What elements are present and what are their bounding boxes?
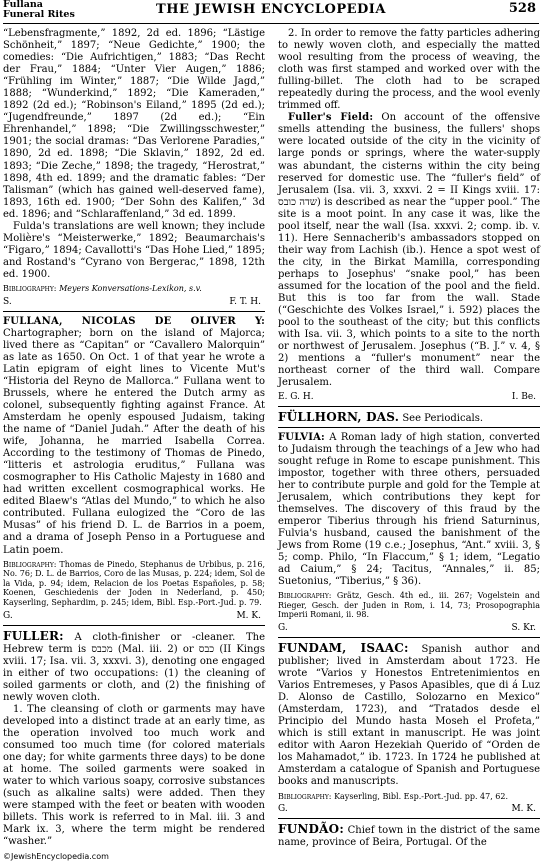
left-column [3, 28, 265, 848]
entry-divider [278, 406, 540, 407]
page-number: 528 [508, 1, 536, 16]
bibliography [278, 591, 540, 620]
signature-author: M. K. [511, 804, 536, 815]
fullers-field-paragraph [278, 112, 540, 389]
running-head-last: Funeral Rites [3, 9, 75, 20]
fuller-cleansing-paragraph: 1. The cleansing of cloth or garments may have developed into a distinct trade at an early time, as the operation involved too much work and consumed too much time (for colored materials one day; for white garments three days) to be done at home. The soiled garments were soaked in water to which various soapy, corrosive substances (such as alkaline salts) were added. Then they were stamped with the feet or beaten with wooden billets. This work is referred to in Mal. iii. 3 and Mark ix. 3, where the term might be rendered “washer.” [3, 703, 265, 848]
entry-fundao [278, 823, 540, 849]
bibliography-text: Grätz, Gesch. 4th ed., iii. 267; Vogelstein and Rieger, Gesch. der Juden in Rom, i. 14, 73; Prosopographia Imperii Romani, ii. 98. [278, 591, 541, 620]
signature-author: M. K. [236, 610, 261, 621]
entry-text: Spanish author and publisher; lived in Amsterdam about 1723. He wrote “Varios y Honestos Entretenimientos en Varios Entremeses, y Pasos Apasibles, que di á Luz D. Alonso de Castillo, Solozarno en Mexico” (Amsterdam, 1723), and “Tratados desde el Principio del Mundo hasta Moseh el Profeta,” which is still extant in manuscript. He was joint editor with Aaron Hezekiah Querido of “Orden de los Mahamadot,” ib. 1723. In 1724 he published at Amsterdam a catalogue of Spanish and Portuguese books and manuscripts. [278, 643, 540, 788]
bibliography-label: Bibliography: [278, 791, 332, 801]
entry-title: FULVIA: [278, 431, 325, 443]
subsection-title: Fuller's Field: [288, 112, 374, 124]
entry-divider [278, 637, 540, 638]
entry-title: FÜLLHORN, DAS. [278, 410, 400, 425]
header-rule [3, 23, 539, 24]
entry-divider [3, 311, 265, 312]
fuller-finishing-paragraph: 2. In order to remove the fatty particles adhering to newly woven cloth, and especially the matted wool resulting from the process of weaving, the cloth was first stamped and worked over with the fulling-billet. The cloth had to be scraped repeatedly during the process, and the wool evenly trimmed off. [278, 28, 540, 112]
signature-initial: S. [3, 296, 12, 307]
entry-fundam [278, 642, 540, 789]
fulda-works-paragraph: “Lebensfragmente,” 1892, 2d ed. 1896; “Lästige Schönheit,” 1897; “Neue Gedichte,” 1900; the comedies: “Die Aufrichtigen,” 1883; “Das Recht der Frau,” 1884; “Unter Vier Augen,” 1886; “Frühling im Winter,” 1887; “Die Wilde Jagd,” 1888; “Wunderkind,” 1892; “Die Kameraden,” 1892 (2d ed.); “Robinson's Eiland,” 1895 (2d ed.); “Jugendfreunde,” 1897 (2d ed.); “Ein Ehrenhandel,” 1898; “Die Zwillingsschwester,” 1901; the social dramas: “Das Verlorene Paradies,” 1890, 2d ed. 1898; “Die Sklavin,” 1892, 2d ed. 1893; “Die Zeche,” 1898; the tragedy, “Herostrat,” 1898, 4th ed. 1899; and the dramatic fables: “Der Talisman” (which has gained well-deserved fame), 1893, 16th ed. 1900; “Der Sohn des Kalifen,” 3d ed. 1896; and “Schlaraffenland,” 3d ed. 1899. [3, 28, 265, 220]
signature-author: S. Kr. [511, 622, 536, 633]
entry-fulvia [278, 432, 540, 589]
bibliography-text: Thomas de Pinedo, Stephanus de Urbibus, p. 216, No. 76; D. L. de Barrios, Coro de las Musas, p. 224; idem, Sol de la Vida, p. 94; idem, Relacion de los Poetas Españoles, p. 58; Koenen, Geschiedenis der Joden in Nederland, p. 450; Kayserling, Sephardim, p. 245; idem, Bibl. Esp.-Port.-Jud. p. 79. [3, 559, 266, 607]
bibliography [3, 284, 265, 294]
author-signature [3, 296, 265, 308]
entry-divider [3, 625, 265, 626]
entry-text: A cloth-finisher or -cleaner. The Hebrew term is מכבס (Mal. iii. 2) or כבס (II Kings xviii. 17; Isa. vii. 3, xxxvi. 3), denoting one engaged in either of two occupations: (1) the cleaning of soiled garments or cloth, and (2) the finishing of newly woven cloth. [3, 631, 266, 703]
entry-text: A Roman lady of high station, converted to Judaism through the teachings of a Jew who had sought refuge in Rome to escape punishment. This impostor, together with three others, persuaded her to contribute purple and gold for the Temple at Jerusalem, which contributions they kept for themselves. The discovery of this fraud by the emperor Tiberius through his friend Saturninus, Fulvia's husband, caused the banishment of the Jews from Rome (19 c.e.; Josephus, “Ant.” xviii. 3, § 5; comp. Philo, “In Flaccum,” § 1; idem, “Legatio ad Caium,” § 24; Tacitus, “Annales,” ii. 85; Suetonius, “Tiberius,” § 36). [278, 431, 540, 588]
fulda-translations-paragraph: Fulda's translations are well known; they include Molière's “Meisterwerke,” 1892; Beaumarchais's “Figaro,” 1894; Cavallotti's “Das Hohe Lied,” 1895; and Rostand's “Cyrano von Bergerac,” 1898, 12th ed. 1900. [3, 220, 265, 280]
entry-title: FUNDAM, ISAAC: [278, 640, 409, 655]
signature-initial: E. G. H. [278, 392, 314, 403]
bibliography-text: Kayserling, Bibl. Esp.-Port.-Jud. pp. 47, 62. [334, 791, 509, 801]
publication-title: THE JEWISH ENCYCLOPEDIA [156, 2, 386, 17]
subsection-text: On account of the offensive smells attending the business, the fullers' shops were located outside of the city in the vicinity of large ponds or springs, where the water-supply was abundant, the cisterns within the city being reserved for domestic use. The “fuller's field” of Jerusalem (Isa. vii. 3, xxxvi. 2 = II Kings xviii. 17: שדה כובס) is described as near the “upper pool.” The site is a moot point. In any case it was, like the pool itself, near the wall (Isa. xxxvi. 2; comp. ib. v. 11). Here Sennacherib's ambassadors stopped on their way from Lachish (ib.). Hence a spot west of the city, in the Birkat Mamilla, corresponding perhaps to Josephus' “snake pool,” has been assumed for the location of the pool and the field. But this is too far from the wall. Stade (“Geschichte des Volkes Israel,” i. 592) places the pool to the southeast of the city; but this conflicts with Isa. vii. 3, which points to a site to the north or northwest of Jerusalem. Josephus (“B. J.” v. 4, § 2) mentions a “fuller's monument” near the northeast corner of the third wall. Compare Jerusalem. [278, 112, 541, 389]
entry-fullhorn [278, 411, 540, 425]
bibliography-label: Bibliography: [278, 591, 332, 601]
entry-text: Chartographer; born on the island of Majorca; lived there as “Capitan” or “Cavallero Malorquin” as late as 1650. On Oct. 1 of that year he wrote a Latin epigram of eight lines to Vicente Mut's “Historia del Reyno de Mallorca.” Fullana went to Brussels, where he entered the Dutch army as colonel, subsequently fighting against France. At Amsterdam he openly espoused Judaism, taking the name of “Daniel Judah.” After the death of his wife, Johanna, he married Isabella Correa. According to the testimony of Thomas de Pinedo, “litteris et astrologia eruditus,” Fullana was cosmographer to His Catholic Majesty in 1680 and had written excellent cosmographical works. He edited Blaew's “Atlas del Mundo,” to which he also contributed. Fullana eulogized the “Coro de las Musas” of his friend D. L. de Barrios in a poem, and a drama of Joseph Penso in a Portuguese and Latin poem. [3, 327, 265, 556]
cross-reference-link[interactable]: See Periodicals. [402, 413, 484, 425]
bibliography-label: Bibliography: [3, 283, 57, 293]
running-head-first: Fullana [3, 0, 43, 10]
entry-text: Chief town in the district of the same name, province of Beira, Portugal. Of the [278, 825, 541, 849]
signature-initial: G. [278, 804, 288, 815]
bibliography [3, 560, 265, 608]
author-signature [278, 391, 540, 403]
author-signature [278, 622, 540, 634]
bibliography [278, 792, 540, 802]
signature-author: F. T. H. [229, 296, 261, 307]
entry-fullana [3, 316, 265, 557]
entry-title: FULLER: [3, 628, 64, 643]
entry-divider [278, 818, 540, 819]
entry-divider [278, 427, 540, 428]
entry-fuller [3, 630, 265, 704]
right-column [278, 28, 540, 849]
signature-author: I. Be. [511, 392, 536, 403]
bibliography-text: Meyers Konversations-Lexikon, s.v. [59, 283, 202, 293]
entry-title: FUNDÃO: [278, 822, 344, 837]
entry-title: FULLANA, NICOLAS DE OLIVER Y: [3, 315, 265, 327]
signature-initial: G. [3, 610, 13, 621]
page-header [0, 0, 542, 28]
author-signature [278, 803, 540, 815]
author-signature [3, 610, 265, 622]
copyright-footer: ©JewishEncyclopedia.com [3, 852, 109, 861]
bibliography-label: Bibliography: [3, 559, 57, 569]
signature-initial: G. [278, 622, 288, 633]
